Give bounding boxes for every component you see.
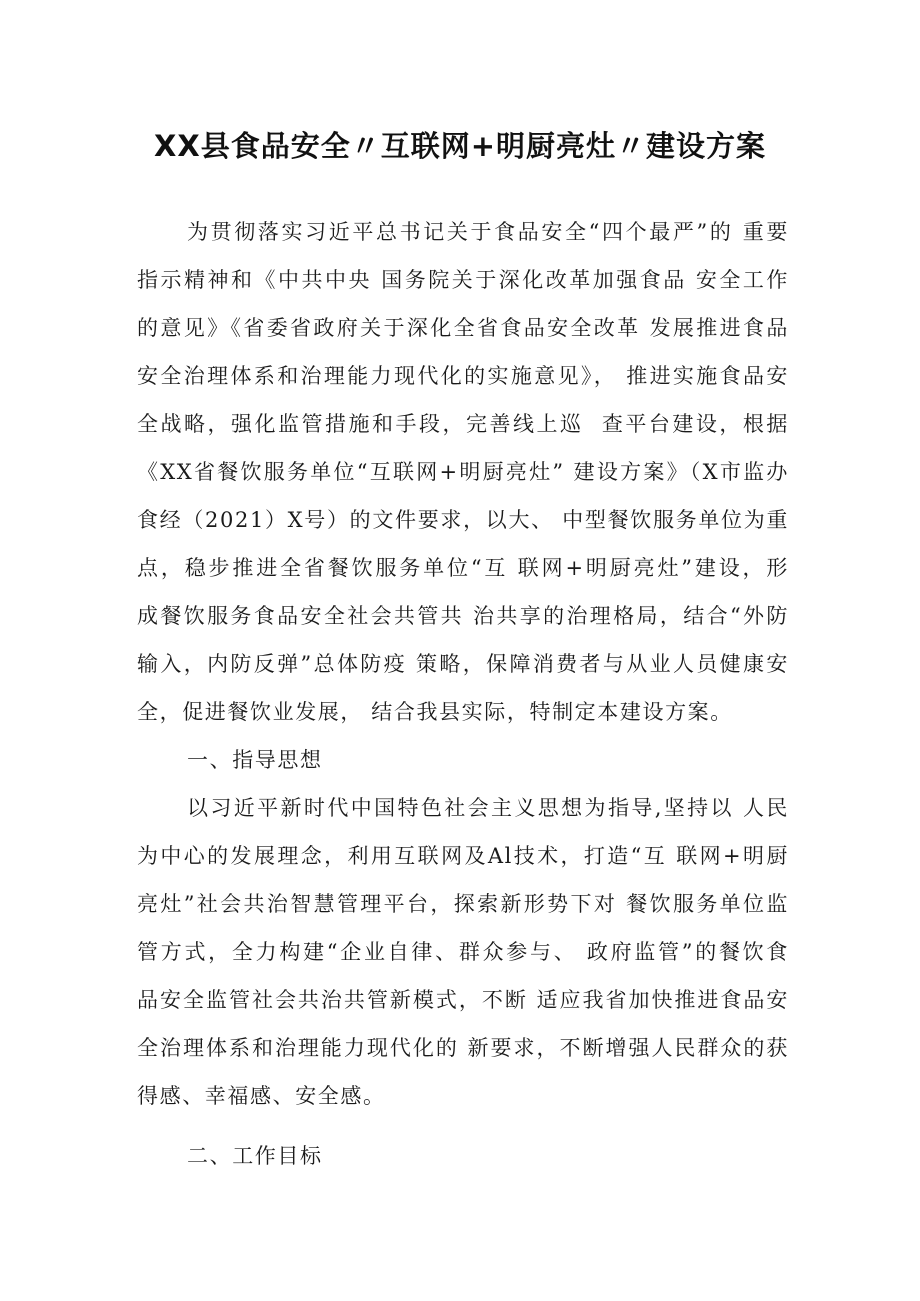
section-heading-work-goals: 二、工作目标	[187, 1144, 323, 1168]
paragraph-line: 指示精神和《中共中央 国务院关于深化改革加强食品 安全工作	[137, 268, 789, 292]
paragraph-line: 得感、幸福感、安全感。	[137, 1084, 386, 1108]
paragraph-line: 为中心的发展理念，利用互联网及Al技术，打造“互 联网+明厨	[137, 844, 789, 868]
paragraph-line: 全治理体系和治理能力现代化的 新要求，不断增强人民群众的获	[137, 1036, 789, 1060]
paragraph-line: 全，促进餐饮业发展， 结合我县实际，特制定本建设方案。	[137, 700, 733, 724]
paragraph-line: 成餐饮服务食品安全社会共管共 治共享的治理格局，结合“外防	[137, 604, 789, 628]
paragraph-line: 品安全监管社会共治共管新模式，不断 适应我省加快推进食品安	[137, 988, 789, 1012]
paragraph-line: 《XX省餐饮服务单位“互联网+明厨亮灶” 建设方案》（X市监办	[137, 460, 789, 484]
paragraph-line: 点，稳步推进全省餐饮服务单位“互 联网+明厨亮灶”建设，形	[137, 556, 789, 580]
paragraph-line: 食经（2021）X号）的文件要求，以大、 中型餐饮服务单位为重	[137, 508, 789, 532]
document-body	[137, 208, 789, 1180]
paragraph-line: 亮灶”社会共治智慧管理平台，探索新形势下对 餐饮服务单位监	[137, 892, 789, 916]
paragraph-gap	[137, 1120, 789, 1132]
paragraph-line: 安全治理体系和治理能力现代化的实施意见》， 推进实施食品安	[137, 364, 789, 388]
paragraph-line: 以习近平新时代中国特色社会主义思想为指导,坚持以 人民	[187, 796, 789, 820]
paragraph-line: 为贯彻落实习近平总书记关于食品安全“四个最严”的 重要	[187, 220, 789, 244]
document-title: XX县食品安全〃互联网+明厨亮灶〃建设方案	[153, 129, 767, 163]
paragraph-line: 管方式，全力构建“企业自律、群众参与、 政府监管”的餐饮食	[137, 940, 789, 964]
paragraph-line: 的意见》《省委省政府关于深化全省食品安全改革 发展推进食品	[137, 316, 789, 340]
paragraph-line: 全战略，强化监管措施和手段，完善线上巡 查平台建设，根据	[137, 412, 789, 436]
paragraph-line: 输入，内防反弹”总体防疫 策略，保障消费者与从业人员健康安	[137, 652, 789, 676]
section-heading-guiding-ideology: 一、指导思想	[187, 748, 323, 772]
